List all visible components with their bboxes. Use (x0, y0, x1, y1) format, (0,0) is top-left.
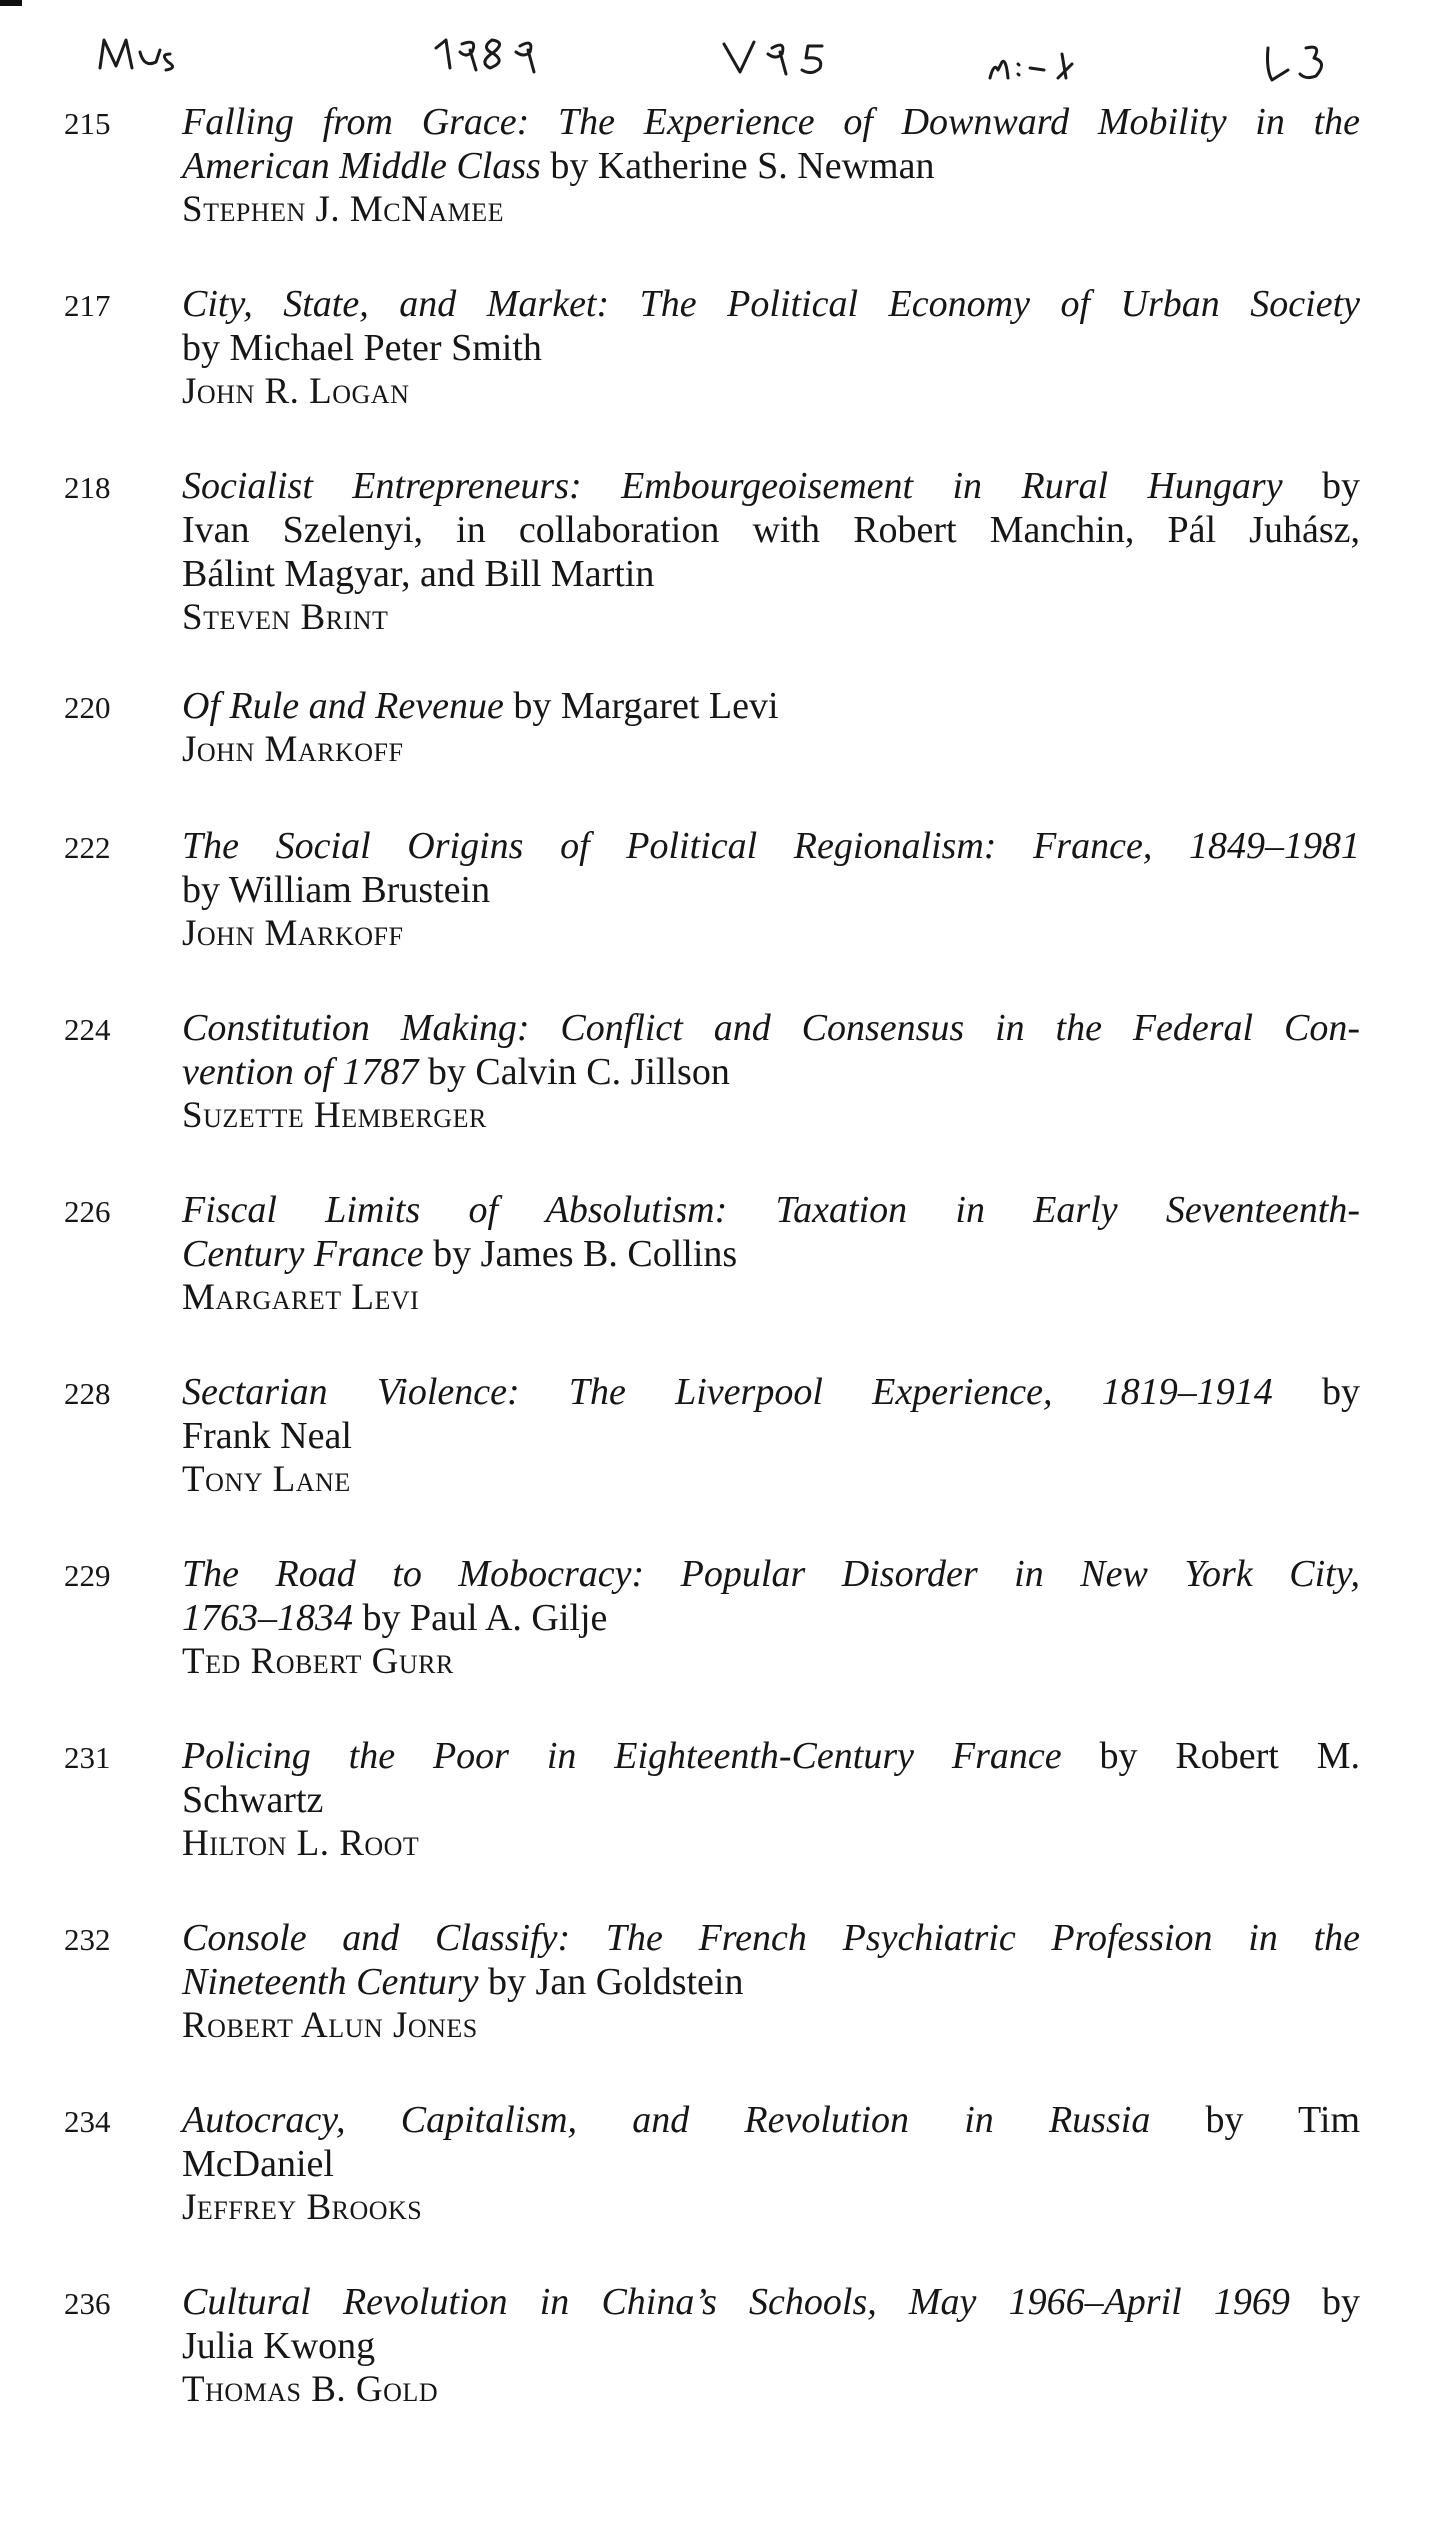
author-text: by (1272, 1371, 1361, 1413)
page-number: 226 (64, 1194, 111, 1229)
page-number: 231 (64, 1740, 111, 1775)
author-text: by Robert M. (1061, 1735, 1360, 1777)
book-title-text: The Social Origins of Political Regionalism: France, 1849–1981 (182, 825, 1360, 867)
review-entry (0, 824, 1446, 1006)
review-entry (0, 1370, 1446, 1552)
entry-line (182, 508, 1360, 552)
entry-line (182, 1596, 1360, 1640)
entry-line (182, 2280, 1360, 2324)
book-title-text: Fiscal Limits of Absolutism: Taxation in Early Seventeenth- (182, 1189, 1360, 1231)
reviewer-name: Ted Robert Gurr (182, 1641, 454, 1682)
entry-body (182, 1552, 1360, 1684)
entry-line (182, 1370, 1360, 1414)
entry-line (182, 282, 1360, 326)
review-entry (0, 2280, 1446, 2462)
page-number: 236 (64, 2286, 111, 2321)
entry-line (182, 684, 1360, 728)
author-text: by (1282, 465, 1361, 507)
author-text: Julia Kwong (182, 2325, 376, 2367)
book-title-text: American Middle Class (182, 145, 541, 187)
entry-line (182, 2324, 1360, 2368)
review-entry (0, 1552, 1446, 1734)
page-number: 234 (64, 2104, 111, 2139)
reviewer-name: Steven Brint (182, 597, 389, 638)
page-number: 215 (64, 106, 111, 141)
author-text: Schwartz (182, 1779, 324, 1821)
entry-line (182, 552, 1360, 596)
entry-line (182, 2142, 1360, 2186)
entry-body (182, 1370, 1360, 1502)
entry-body (182, 824, 1360, 956)
handwriting-n1 (990, 54, 1072, 78)
entry-line (182, 326, 1360, 370)
review-entry (0, 2098, 1446, 2280)
book-title-text: Of Rule and Revenue (182, 685, 504, 727)
review-entry (0, 1734, 1446, 1916)
reviewer-name: Robert Alun Jones (182, 2005, 478, 2046)
entry-line (182, 100, 1360, 144)
book-title-text: vention of 1787 (182, 1051, 419, 1093)
book-title-text: Autocracy, Capitalism, and Revolution in Russia (182, 2099, 1151, 2141)
page-number: 232 (64, 1922, 111, 1957)
page-number: 217 (64, 288, 111, 323)
author-text: by Paul A. Gilje (353, 1597, 608, 1639)
book-title-text: City, State, and Market: The Political Economy of Urban Society (182, 283, 1360, 325)
book-title-text: 1763–1834 (182, 1597, 353, 1639)
review-entry (0, 1188, 1446, 1370)
entry-body (182, 684, 1360, 772)
book-title-text: Console and Classify: The French Psychiatric Profession in the (182, 1917, 1360, 1959)
handwriting-l3 (1268, 47, 1322, 80)
book-title-text: Constitution Making: Conflict and Consensus in the Federal Con- (182, 1007, 1360, 1049)
author-text: by Michael Peter Smith (182, 327, 542, 369)
reviewer-name: Stephen J. McNamee (182, 189, 505, 230)
book-title-text: Socialist Entrepreneurs: Embourgeoisement in Rural Hungary (182, 465, 1283, 507)
entry-line (182, 1916, 1360, 1960)
entry-line (182, 868, 1360, 912)
reviewer-name: Tony Lane (182, 1459, 351, 1500)
entry-body (182, 2280, 1360, 2412)
entry-line (182, 1188, 1360, 1232)
review-entry (0, 1006, 1446, 1188)
page-number: 218 (64, 470, 111, 505)
author-text: by (1289, 2281, 1360, 2323)
entry-line (182, 824, 1360, 868)
review-index-list (0, 100, 1446, 2462)
author-text: by William Brustein (182, 869, 491, 911)
entry-body (182, 464, 1360, 640)
entry-body (182, 1734, 1360, 1866)
review-entry (0, 282, 1446, 464)
handwriting-mus (100, 40, 173, 70)
author-text: Frank Neal (182, 1415, 352, 1457)
review-entry (0, 1916, 1446, 2098)
entry-body (182, 100, 1360, 232)
author-text: by Margaret Levi (503, 685, 779, 727)
review-entry (0, 684, 1446, 824)
author-text: by James B. Collins (423, 1233, 738, 1275)
page-number: 228 (64, 1376, 111, 1411)
author-text: by Jan Goldstein (478, 1961, 744, 2003)
entry-line (182, 464, 1360, 508)
page-number: 220 (64, 690, 111, 725)
page-number: 229 (64, 1558, 111, 1593)
page-number: 224 (64, 1012, 111, 1047)
author-text: Bálint Magyar, and Bill Martin (182, 553, 655, 595)
entry-body (182, 1916, 1360, 2048)
book-title-text: Nineteenth Century (182, 1961, 479, 2003)
entry-line (182, 1050, 1360, 1094)
review-entry (0, 100, 1446, 282)
book-title-text: Policing the Poor in Eighteenth-Century France (182, 1735, 1062, 1777)
entry-line (182, 1960, 1360, 2004)
entry-line (182, 144, 1360, 188)
entry-line (182, 1734, 1360, 1778)
handwriting-v95 (724, 42, 822, 74)
reviewer-name: Suzette Hemberger (182, 1095, 487, 1136)
entry-line (182, 1552, 1360, 1596)
entry-line (182, 1414, 1360, 1458)
entry-body (182, 282, 1360, 414)
reviewer-name: Hilton L. Root (182, 1823, 420, 1864)
handwriting-1989 (436, 40, 534, 72)
scan-edge-mark (0, 0, 22, 6)
entry-line (182, 2098, 1360, 2142)
review-entry (0, 464, 1446, 684)
author-text: McDaniel (182, 2143, 334, 2185)
reviewer-name: John R. Logan (182, 371, 410, 412)
book-title-text: Cultural Revolution in China’s Schools, May 1966–April 1969 (182, 2281, 1290, 2323)
entry-line (182, 1006, 1360, 1050)
book-title-text: Falling from Grace: The Experience of Downward Mobility in the (182, 101, 1360, 143)
reviewer-name: Margaret Levi (182, 1277, 420, 1318)
author-text: by Katherine S. Newman (540, 145, 935, 187)
book-title-text: Sectarian Violence: The Liverpool Experience, 1819–1914 (182, 1371, 1273, 1413)
author-text: Ivan Szelenyi, in collaboration with Robert Manchin, Pál Juhász, (182, 509, 1360, 551)
reviewer-name: John Markoff (182, 729, 404, 770)
entry-body (182, 2098, 1360, 2230)
reviewer-name: Jeffrey Brooks (182, 2187, 423, 2228)
author-text: by Calvin C. Jillson (418, 1051, 730, 1093)
book-title-text: Century France (182, 1233, 424, 1275)
author-text: by Tim (1150, 2099, 1361, 2141)
reviewer-name: John Markoff (182, 913, 404, 954)
reviewer-name: Thomas B. Gold (182, 2369, 439, 2410)
entry-line (182, 1232, 1360, 1276)
book-title-text: The Road to Mobocracy: Popular Disorder in New York City, (182, 1553, 1360, 1595)
page-number: 222 (64, 830, 111, 865)
entry-body (182, 1188, 1360, 1320)
entry-body (182, 1006, 1360, 1138)
entry-line (182, 1778, 1360, 1822)
